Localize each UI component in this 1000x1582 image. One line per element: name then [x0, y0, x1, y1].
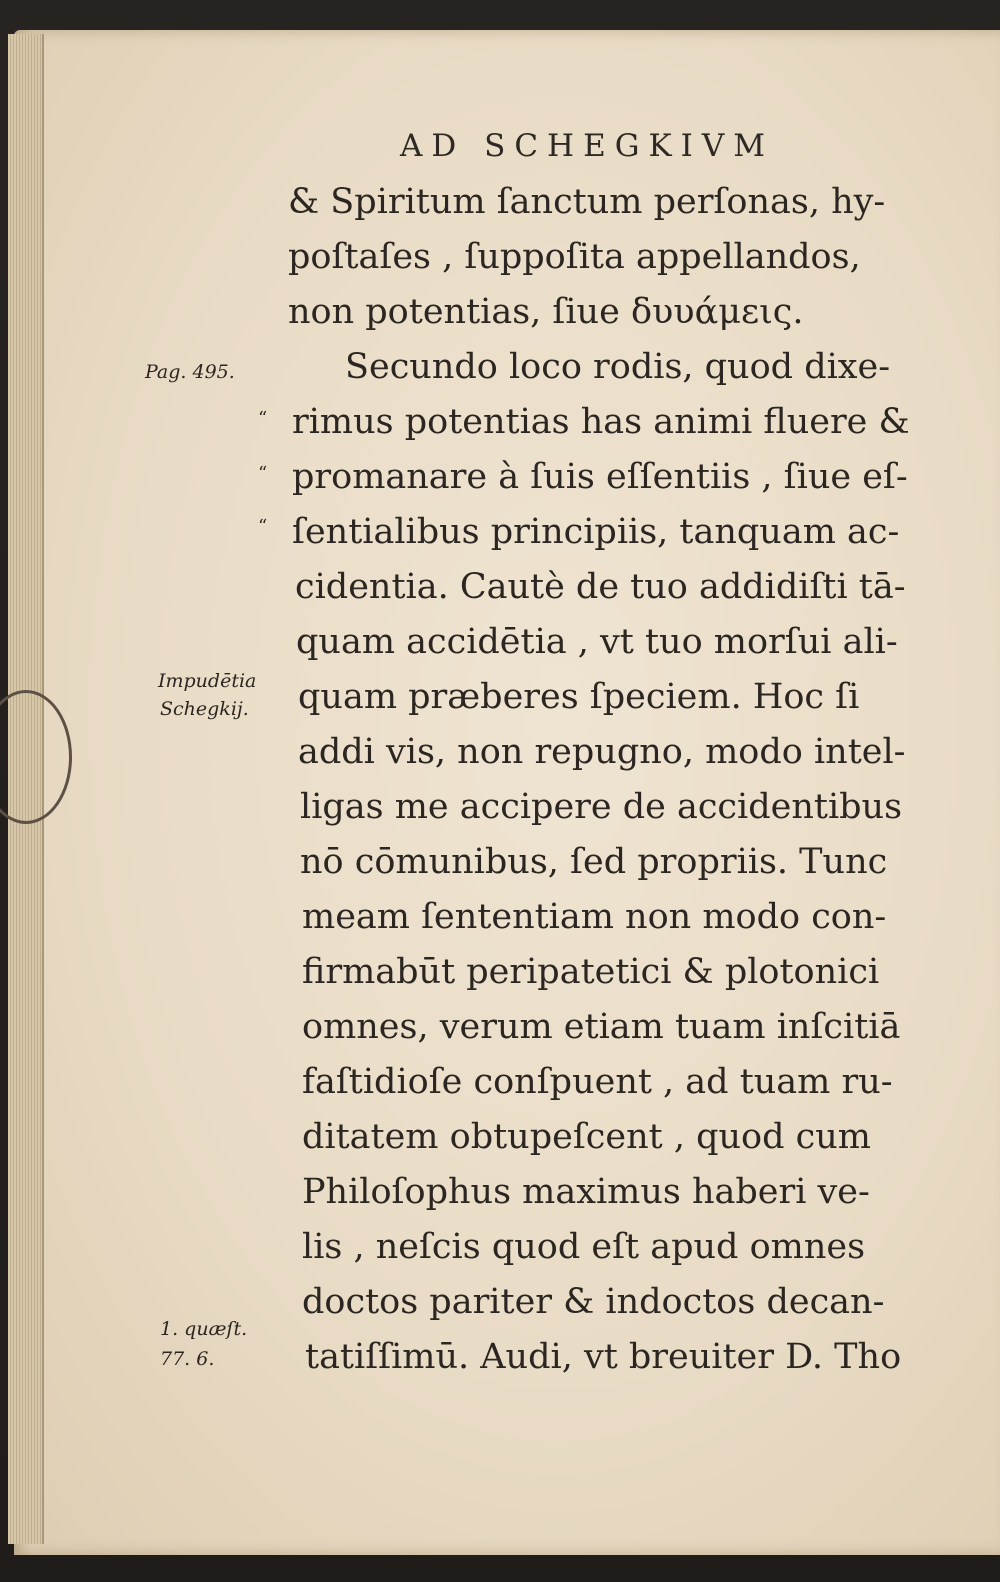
text-line: Philoſophus maximus haberi ve- — [302, 1172, 870, 1212]
margin-page-ref: Pag. 495. — [145, 361, 235, 383]
text-line: faſtidioſe conſpuent , ad tuam ru- — [302, 1062, 893, 1102]
text-line: Secundo loco rodis, quod dixe- — [345, 347, 891, 387]
text-line: meam ſententiam non modo con- — [302, 897, 887, 937]
text-line: ſentialibus principiis, tanquam ac- — [292, 512, 900, 552]
text-line: addi vis, non repugno, modo intel- — [298, 732, 906, 772]
text-line: tatiſſimū. Audi, vt breuiter D. Tho — [305, 1337, 902, 1377]
text-line: quam præberes ſpeciem. Hoc ſi — [298, 677, 860, 717]
running-head: AD SCHEGKIVM — [400, 128, 775, 164]
text-line: doctos pariter & indoctos decan- — [302, 1282, 885, 1322]
text-line: ligas me accipere de accidentibus — [300, 787, 903, 827]
margin-question-ref-number: 77. 6. — [160, 1348, 215, 1370]
quote-mark: “ — [258, 408, 268, 429]
bottom-shadow — [0, 1555, 1000, 1582]
text-line: lis , neſcis quod eſt apud omnes — [302, 1227, 866, 1267]
text-line: cidentia. Cautè de tuo addidiſti tā- — [295, 567, 906, 607]
text-line: ditatem obtupeſcent , quod cum — [302, 1117, 871, 1157]
text-line: omnes, verum etiam tuam inſcitiā — [302, 1007, 901, 1047]
text-line: quam accidētia , vt tuo morſui ali- — [296, 622, 898, 662]
text-line: non potentias, ſiue δυυάμεις. — [288, 292, 804, 332]
text-line: nō cōmunibus, ſed propriis. Tunc — [300, 842, 888, 882]
margin-question-ref: 1. quæſt. — [160, 1318, 248, 1340]
quote-mark: “ — [258, 516, 268, 537]
quote-mark: “ — [258, 463, 268, 484]
text-line: promanare à ſuis eſſentiis , ſiue eſ- — [292, 457, 908, 497]
text-line: & Spiritum ſanctum perſonas, hy- — [288, 182, 886, 222]
margin-note-impudentia: Impudētia — [158, 670, 257, 692]
text-line: firmabūt peripatetici & plotonici — [302, 952, 880, 992]
margin-note-schegkij: Schegkij. — [160, 698, 249, 720]
text-line: rimus potentias has animi fluere & — [292, 402, 910, 442]
text-line: poſtaſes , ſuppoſita appellandos, — [288, 237, 861, 277]
